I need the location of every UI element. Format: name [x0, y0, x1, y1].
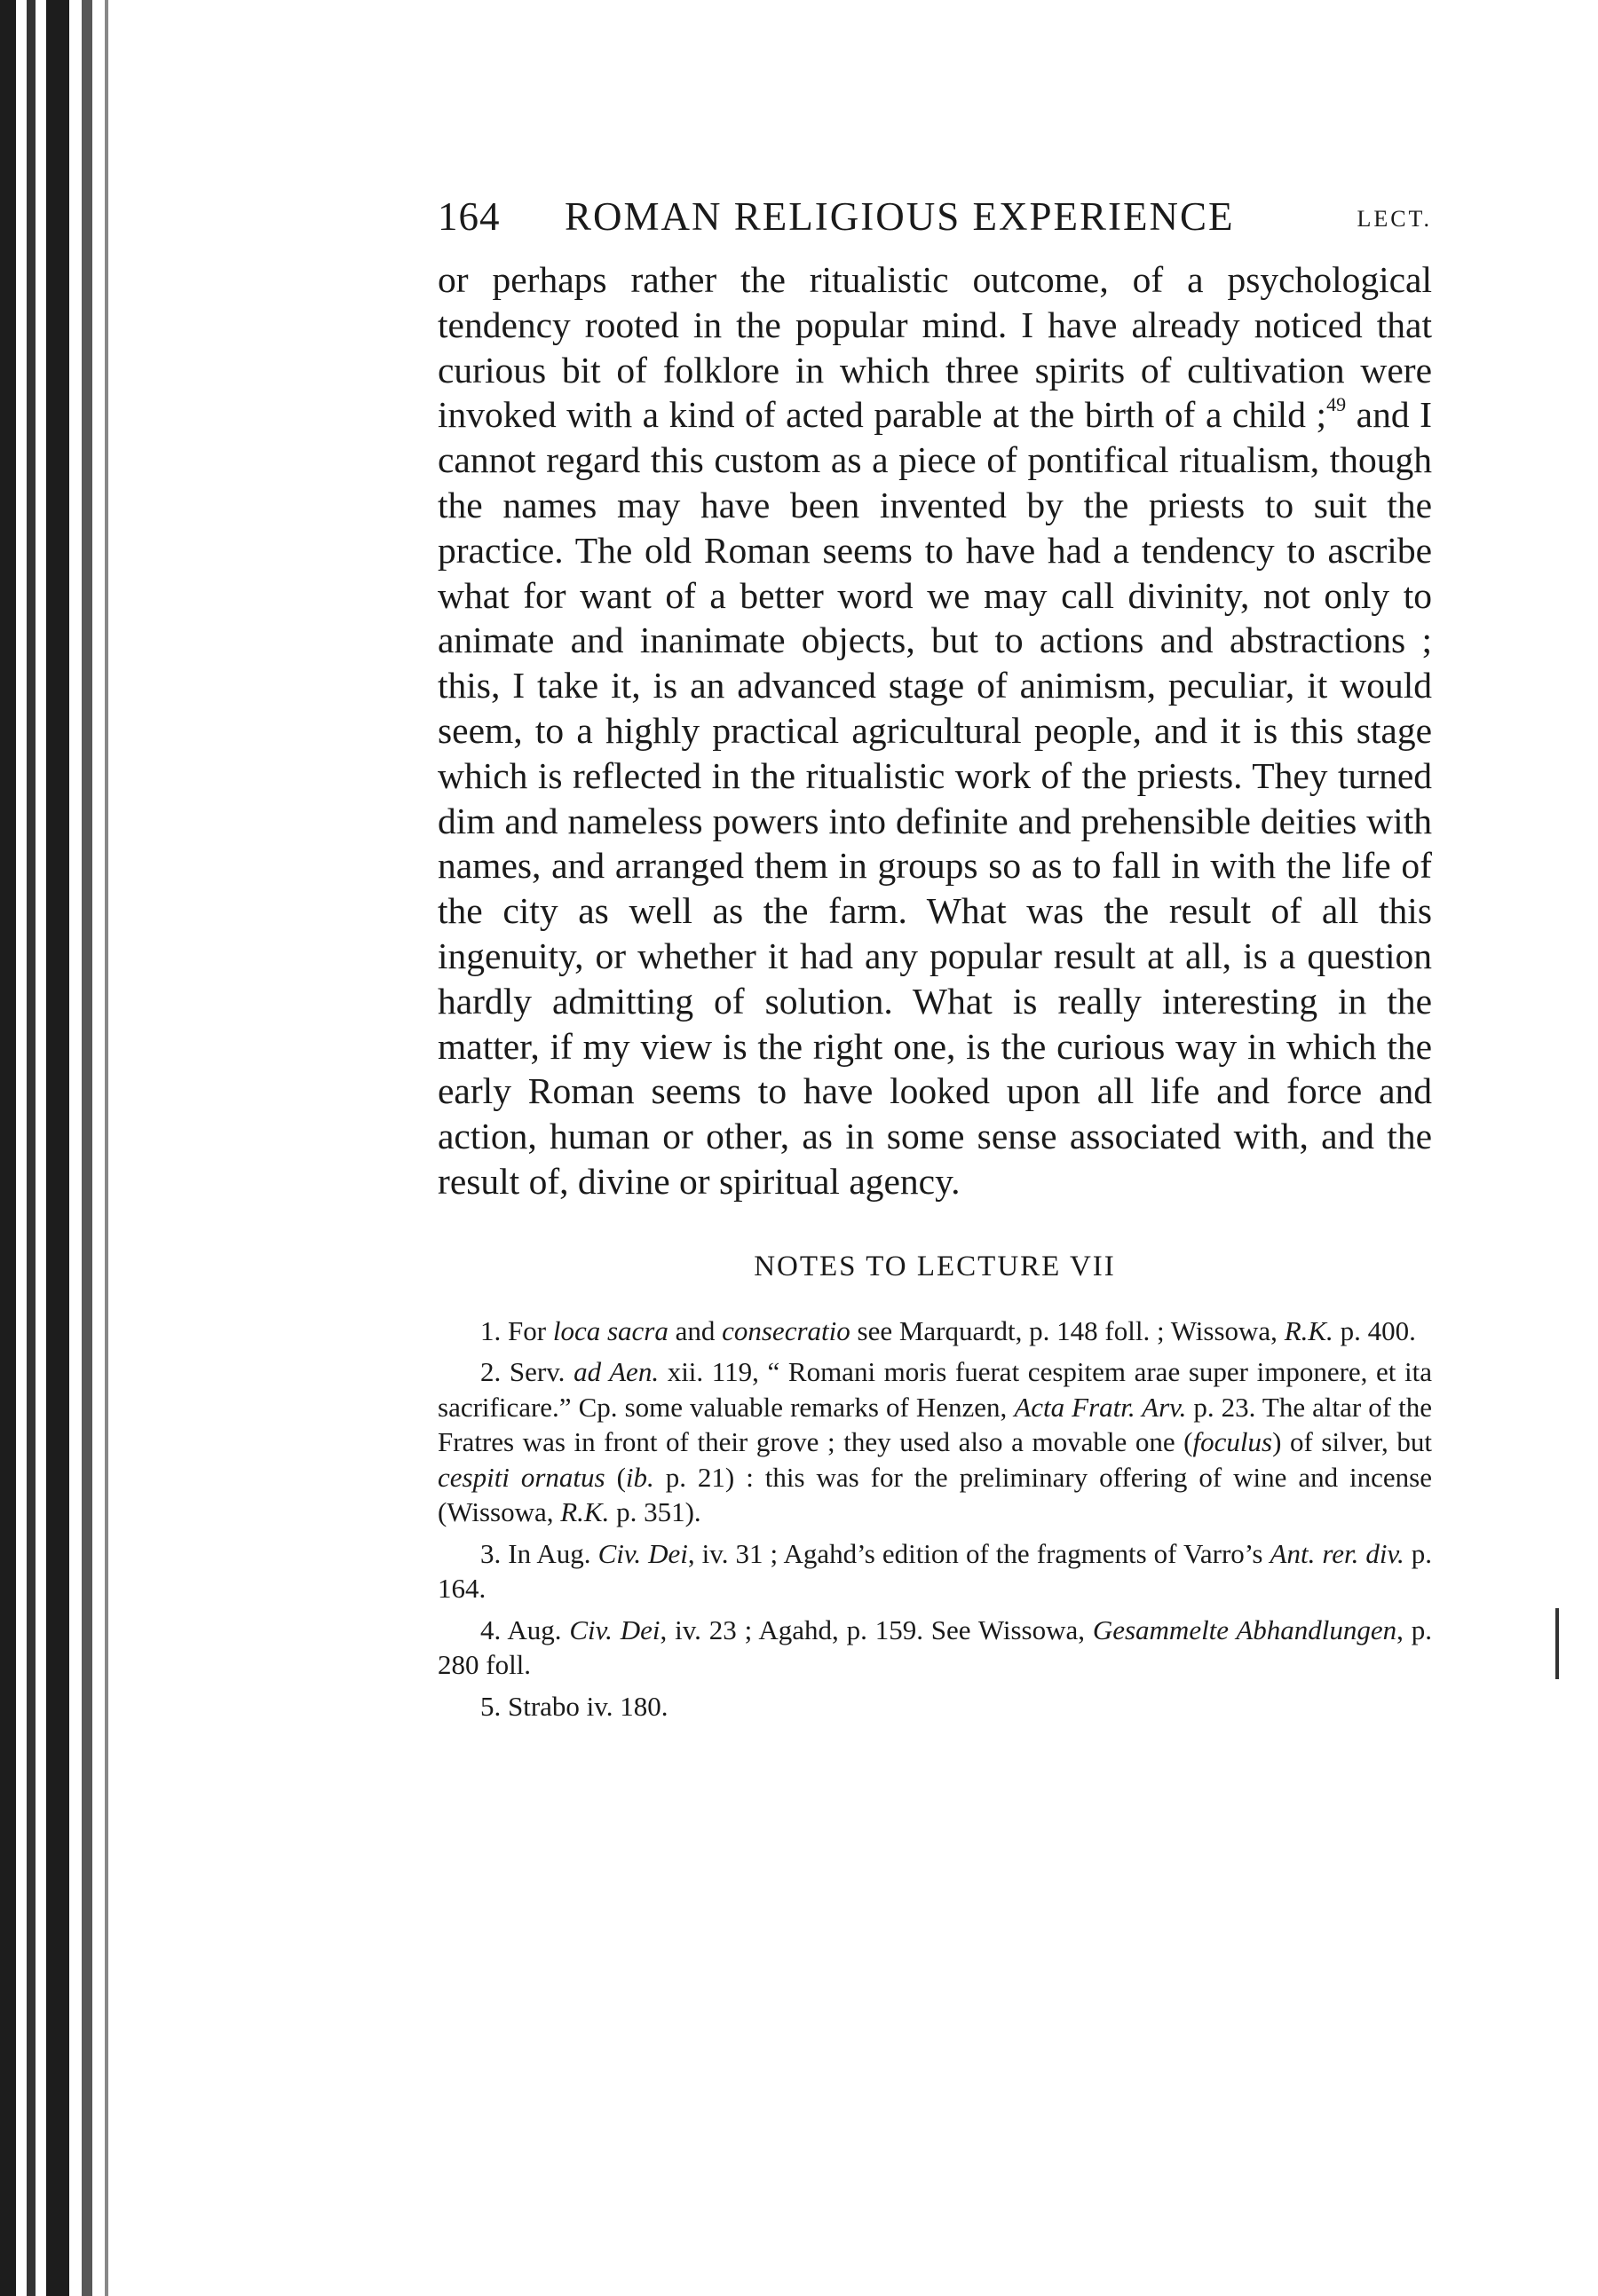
note-reference: 49: [1326, 393, 1347, 416]
footnote-text: p. 21) : this was for the preliminary offering of wine and incense (Wissowa,: [438, 1461, 1433, 1528]
footnote-text: 1. For: [480, 1314, 553, 1346]
footnote-text: 2. Serv.: [480, 1356, 574, 1388]
footnote-text: and: [668, 1314, 723, 1346]
footnote-italic-text: foculus: [1192, 1426, 1273, 1458]
footnote: [438, 1536, 1432, 1606]
body-paragraph: [438, 257, 1432, 1204]
footnote-italic-text: ad Aen.: [574, 1356, 660, 1388]
footnote-text: , p. 280 foll.: [438, 1614, 1432, 1681]
footnote-italic-text: Civ. Dei: [569, 1614, 661, 1645]
footnote-italic-text: consecratio: [722, 1314, 850, 1346]
section-label: LECT.: [1357, 206, 1432, 232]
footnote-text: xii. 119, “ Romani moris fuerat cespitem arae super imponere, et ita sacrificare.” Cp. some valuable remarks of Henzen,: [438, 1356, 1433, 1423]
footnote-italic-text: Civ. Dei: [597, 1537, 688, 1569]
footnote-italic-text: cespiti ornatus: [438, 1461, 605, 1493]
footnote-text: p. 400.: [1333, 1314, 1416, 1346]
footnote: [438, 1689, 1432, 1724]
notes-list: [438, 1314, 1432, 1724]
margin-mark: [1555, 1608, 1559, 1679]
footnote-text: p. 164.: [438, 1537, 1433, 1605]
notes-heading: NOTES TO LECTURE VII: [754, 1250, 1116, 1282]
body-text-before-ref: or perhaps rather the ritualistic outcome, of a psychological tendency rooted in the popular mind. I have already noticed that curious bit of folklore in which three spirits of cultivation were invoked with a kind of acted parable at the birth of a child ;: [438, 259, 1432, 436]
footnote-text: 4. Aug.: [480, 1614, 570, 1645]
footnote-italic-text: ib.: [625, 1461, 654, 1493]
body-text-after-ref: and I cannot regard this custom as a piece of pontifical ritualism, though the names may have been invented by the priests to suit the practice. The old Roman seems to have had a tendency to ascribe what for want of a better word we may call divinity, not only to animate and inanimate objects, but to actions and abstractions ; this, I take it, is an advanced stage of animism, peculiar, it would seem, to a highly practical agricultural people, and it is this stage which is reflected in the ritualistic work of the priests. They turned dim and nameless powers into definite and prehensible deities with names, and arranged them in groups so as to fall in with the life of the city as well as the farm. What was the result of all this ingenuity, or whether it had any popular result at all, is a question hardly admitting of solution. What is really interesting in the matter, if my view is the right one, is the curious way in which the early Roman seems to have looked upon all life and force and action, human or other, as in some sense associated with, and the result of, divine or spiritual agency.: [438, 394, 1432, 1202]
footnote-text: , iv. 23 ; Agahd, p. 159. See Wissowa,: [660, 1614, 1093, 1645]
binding-gutter-shadow: [0, 0, 124, 2296]
footnote-text: 5. Strabo iv. 180.: [480, 1690, 668, 1722]
footnote-text: ) of silver, but: [1272, 1426, 1432, 1458]
footnote-italic-text: R.K.: [560, 1496, 610, 1528]
footnote-italic-text: loca sacra: [552, 1314, 668, 1346]
footnote-text: 3. In Aug.: [480, 1537, 598, 1569]
running-head: [438, 186, 1432, 249]
footnote-text: p. 23. The altar of the Fratres was in front of their grove ; they used also a movable one (: [438, 1391, 1432, 1458]
footnote-italic-text: Ant. rer. div.: [1270, 1537, 1404, 1569]
footnote: [438, 1314, 1432, 1349]
footnote-italic-text: Acta Fratr. Arv.: [1014, 1391, 1187, 1423]
footnote-text: p. 351).: [609, 1496, 701, 1528]
footnote-italic-text: R.K.: [1284, 1314, 1333, 1346]
footnote-text: (: [605, 1461, 626, 1493]
running-title: ROMAN RELIGIOUS EXPERIENCE: [565, 194, 1235, 239]
footnote-italic-text: Gesammelte Abhandlungen: [1092, 1614, 1397, 1645]
page-number: 164: [438, 194, 501, 239]
footnote-text: , iv. 31 ; Agahd’s edition of the fragments of Varro’s: [687, 1537, 1270, 1569]
footnote: [438, 1613, 1432, 1683]
footnote: [438, 1354, 1432, 1530]
book-page: [438, 186, 1432, 1730]
footnote-text: see Marquardt, p. 148 foll. ; Wissowa,: [850, 1314, 1285, 1346]
